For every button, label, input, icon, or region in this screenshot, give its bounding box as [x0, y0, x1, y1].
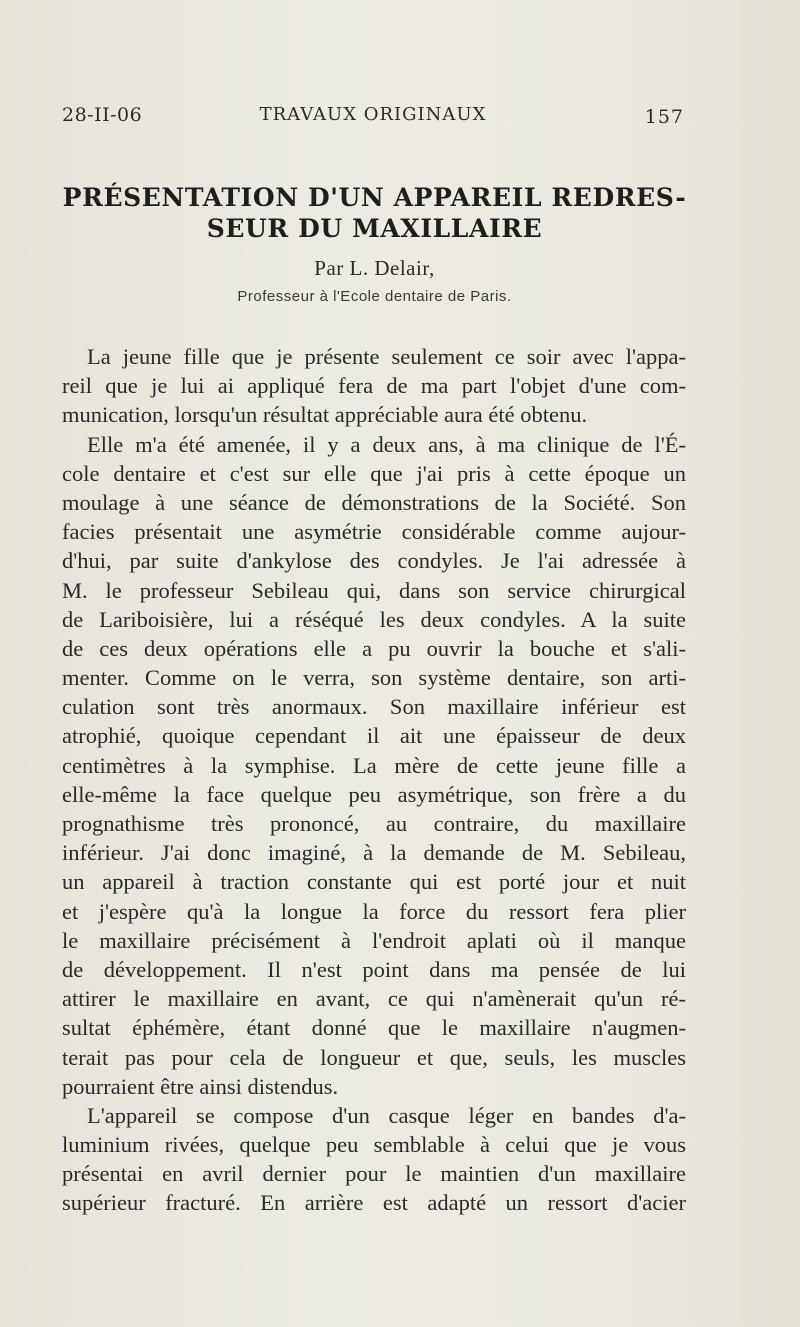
- body-line: M. le professeur Sebileau qui, dans son service chirurgical: [62, 577, 686, 603]
- author-byline: Par L. Delair,: [314, 256, 435, 280]
- body-line: La jeune fille que je présente seulement ce soir avec l'appa-: [87, 344, 686, 369]
- issue-date: 28-II-06: [62, 104, 143, 126]
- section-title: TRAVAUX ORIGINAUX: [259, 104, 487, 125]
- body-line: supérieur fracturé. En arrière est adapté un ressort d'acier: [62, 1190, 686, 1216]
- body-line: attirer le maxillaire en avant, ce qui n'amènerait qu'un ré-: [62, 986, 686, 1012]
- body-line: luminium rivées, quelque peu semblable à celui que je vous: [62, 1132, 686, 1158]
- running-head: [62, 104, 684, 132]
- body-line: cole dentaire et c'est sur elle que j'ai pris à cette époque un: [62, 460, 686, 486]
- body-line: reil que je lui ai appliqué fera de ma part l'objet d'une com-: [62, 373, 686, 399]
- body-line: pourraient être ainsi distendus.: [62, 1073, 339, 1099]
- body-line: de Lariboisière, lui a réséqué les deux condyles. A la suite: [62, 606, 686, 632]
- body-line: de ces deux opérations elle a pu ouvrir la bouche et s'ali-: [62, 635, 686, 661]
- body-line: moulage à une séance de démonstrations de la Société. Son: [62, 489, 686, 515]
- article-title: [62, 182, 687, 244]
- body-line: munication, lorsqu'un résultat appréciable aura été obtenu.: [62, 402, 588, 428]
- body-line: culation sont très anormaux. Son maxillaire inférieur est: [62, 694, 686, 720]
- body-line: inférieur. J'ai donc imaginé, à la demande de M. Sebileau,: [62, 840, 686, 866]
- body-line: Elle m'a été amenée, il y a deux ans, à ma clinique de l'É-: [87, 431, 686, 457]
- body-line: atrophié, quoique cependant il ait une épaisseur de deux: [62, 723, 686, 749]
- body-line: de développement. Il n'est point dans ma pensée de lui: [62, 956, 686, 982]
- body-line: le maxillaire précisément à l'endroit aplati où il manque: [62, 927, 686, 953]
- body-line: terait pas pour cela de longueur et que, seuls, les muscles: [62, 1044, 686, 1070]
- body-line: L'appareil se compose d'un casque léger en bandes d'a-: [87, 1102, 686, 1128]
- title-line-1: PRÉSENTATION D'UN APPAREIL REDRES-: [62, 183, 687, 212]
- body-line: facies présentait une asymétrie considérable comme aujour-: [62, 519, 686, 545]
- article-body: [62, 342, 686, 1218]
- body-line: d'hui, par suite d'ankylose des condyles. Je l'ai adressée à: [62, 548, 686, 574]
- body-line: présentai en avril dernier pour le maintien d'un maxillaire: [62, 1161, 686, 1187]
- body-line: un appareil à traction constante qui est porté jour et nuit: [62, 869, 686, 895]
- title-line-2: SEUR DU MAXILLAIRE: [206, 214, 543, 243]
- page-number: 157: [644, 106, 684, 128]
- body-line: sultat éphémère, étant donné que le maxillaire n'augmen-: [62, 1015, 686, 1041]
- body-line: centimètres à la symphise. La mère de cette jeune fille a: [62, 752, 686, 778]
- body-line: menter. Comme on le verra, son système dentaire, son arti-: [62, 665, 686, 691]
- body-line: elle-même la face quelque peu asymétrique, son frère a du: [62, 781, 686, 807]
- body-line: prognathisme très prononcé, au contraire, du maxillaire: [62, 811, 686, 836]
- body-line: et j'espère qu'à la longue la force du ressort fera plier: [62, 898, 686, 924]
- author-affiliation: Professeur à l'Ecole dentaire de Paris.: [237, 288, 512, 305]
